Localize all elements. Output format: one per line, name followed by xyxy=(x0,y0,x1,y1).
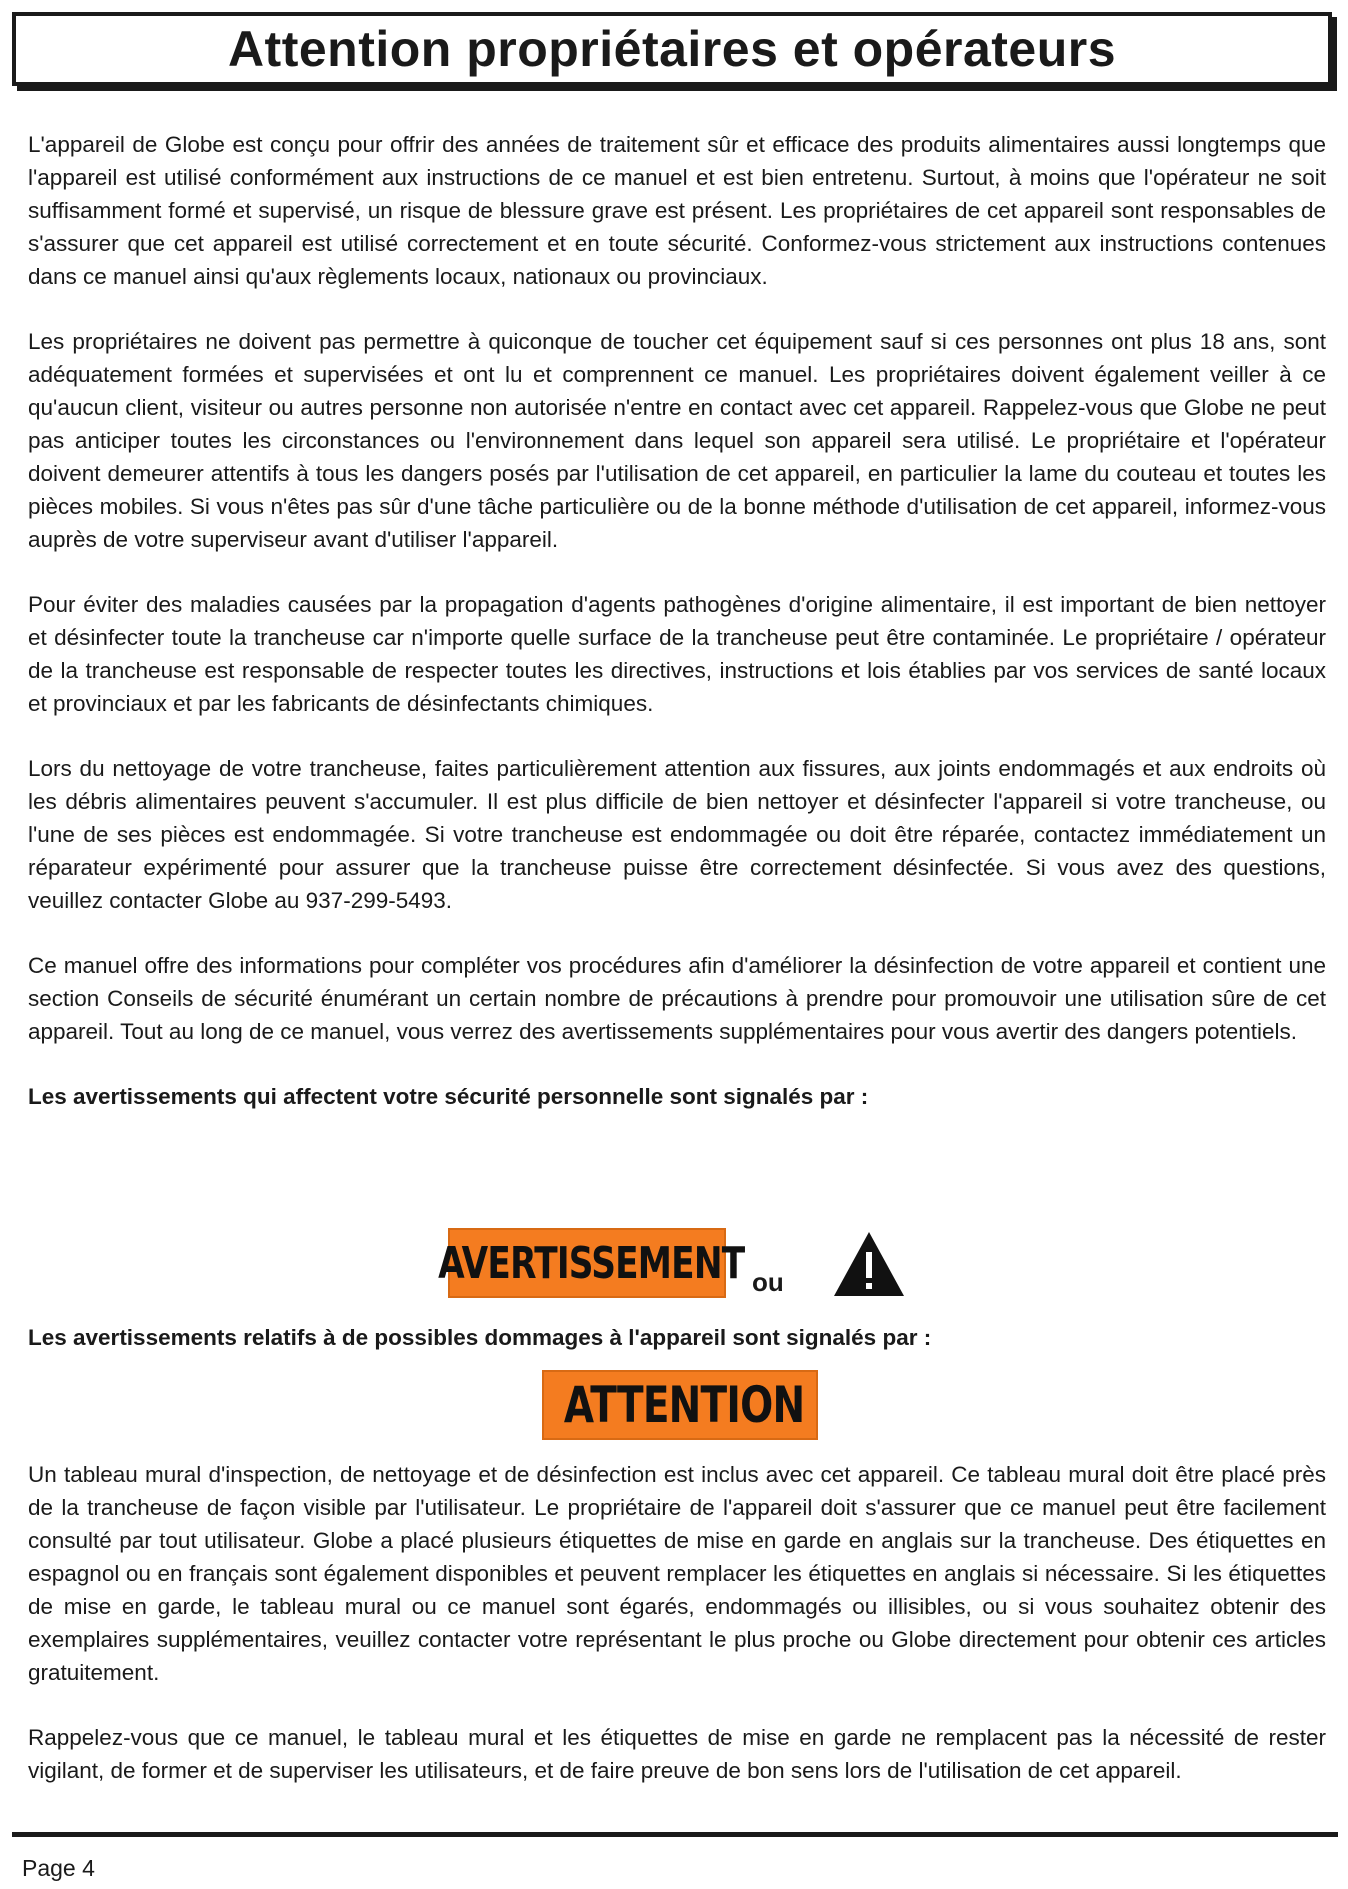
paragraph: Lors du nettoyage de votre trancheuse, faites particulièrement attention aux fissures, aux joints endommagés et aux endroits où les débris alimentaires peuvent s'accumuler. Il est plus difficile de bien nettoyer et désinfecter l'appareil si votre trancheuse, ou l'une de ses pièces est endommagée. Si votre trancheuse est endommagée ou doit être réparée, contactez immédiatement un réparateur expérimenté pour assurer que la trancheuse puisse être correctement désinfectée. Si vous avez des questions, veuillez contacter Globe au 937-299-5493. xyxy=(28,756,1326,913)
or-text: ou xyxy=(752,1267,784,1297)
caution-intro: Les avertissements relatifs à de possibles dommages à l'appareil sont signalés par : xyxy=(28,1325,932,1350)
footer-divider xyxy=(12,1832,1338,1837)
paragraph: Rappelez-vous que ce manuel, le tableau mural et les étiquettes de mise en garde ne remplacent pas la nécessité de rester vigilant, de former et de superviser les utilisateurs, et de faire preuve de bon sens lors de l'utilisation de cet appareil. xyxy=(28,1725,1326,1783)
warning-label xyxy=(437,1228,745,1298)
paragraph: L'appareil de Globe est conçu pour offrir des années de traitement sûr et efficace des produits alimentaires aussi longtemps que l'appareil est utilisé conformément aux instructions de ce manuel et est bien entretenu. Surtout, à moins que l'opérateur ne soit suffisamment formé et supervisé, un risque de blessure grave est présent. Les propriétaires de cet appareil sont responsables de s'assurer que cet appareil est utilisé correctement et en toute sécurité. Conformez-vous strictement aux instructions contenues dans ce manuel ainsi qu'aux règlements locaux, nationaux ou provinciaux. xyxy=(28,132,1326,289)
page-number: Page 4 xyxy=(22,1855,95,1881)
closing-text xyxy=(28,1458,1326,1819)
paragraph: Pour éviter des maladies causées par la propagation d'agents pathogènes d'origine alimentaire, il est important de bien nettoyer et désinfecter toute la trancheuse car n'importe quelle surface de la trancheuse peut être contaminée. Le propriétaire / opérateur de la trancheuse est responsable de respecter toutes les directives, instructions et lois établies par vos services de santé locaux et provinciaux et par les fabricants de désinfectants chimiques. xyxy=(28,592,1326,716)
caution-label-text: ATTENTION xyxy=(563,1376,805,1434)
caution-label xyxy=(542,1370,818,1440)
paragraph: Les propriétaires ne doivent pas permettre à quiconque de toucher cet équipement sauf si ces personnes ont plus 18 ans, sont adéquatement formées et supervisées et ont lu et comprennent ce manuel. Les propriétaires doivent également veiller à ce qu'aucun client, visiteur ou autres personne non autorisée n'entre en contact avec cet appareil. Rappelez-vous que Globe ne peut pas anticiper toutes les circonstances ou l'environnement dans lequel son appareil sera utilisé. Le propriétaire et l'opérateur doivent demeurer attentifs à tous les dangers posés par l'utilisation de cet appareil, en particulier la lame du couteau et toutes les pièces mobiles. Si vous n'êtes pas sûr d'une tâche particulière ou de la bonne méthode d'utilisation de cet appareil, informez-vous auprès de votre superviseur avant d'utiliser l'appareil. xyxy=(28,329,1326,552)
warning-intro: Les avertissements qui affectent votre sécurité personnelle sont signalés par : xyxy=(28,1084,869,1109)
warning-triangle-icon xyxy=(832,1230,906,1298)
paragraph: Un tableau mural d'inspection, de nettoyage et de désinfection est inclus avec cet appareil. Ce tableau mural doit être placé près de la trancheuse de façon visible par l'utilisateur. Le propriétaire de l'appareil doit s'assurer que ce manuel peut être facilement consulté par tout utilisateur. Globe a placé plusieurs étiquettes de mise en garde en anglais sur la trancheuse. Des étiquettes en espagnol ou en français sont également disponibles et peuvent remplacer les étiquettes en anglais si nécessaire. Si les étiquettes de mise en garde, le tableau mural ou ce manuel sont égarés, endommagés ou illisibles, ou si vous souhaitez obtenir des exemplaires supplémentaires, veuillez contacter votre représentant le plus proche ou Globe directement pour obtenir ces articles gratuitement. xyxy=(28,1462,1326,1685)
body-text xyxy=(28,128,1326,1113)
title-box xyxy=(12,12,1332,86)
warning-label-text: AVERTISSEMENT xyxy=(437,1237,745,1289)
page-title: Attention propriétaires et opérateurs xyxy=(227,21,1117,77)
paragraph: Ce manuel offre des informations pour compléter vos procédures afin d'améliorer la désinfection de votre appareil et contient une section Conseils de sécurité énumérant un certain nombre de précautions à prendre pour promouvoir une utilisation sûre de cet appareil. Tout au long de ce manuel, vous verrez des avertissements supplémentaires pour vous avertir des dangers potentiels. xyxy=(28,953,1326,1044)
